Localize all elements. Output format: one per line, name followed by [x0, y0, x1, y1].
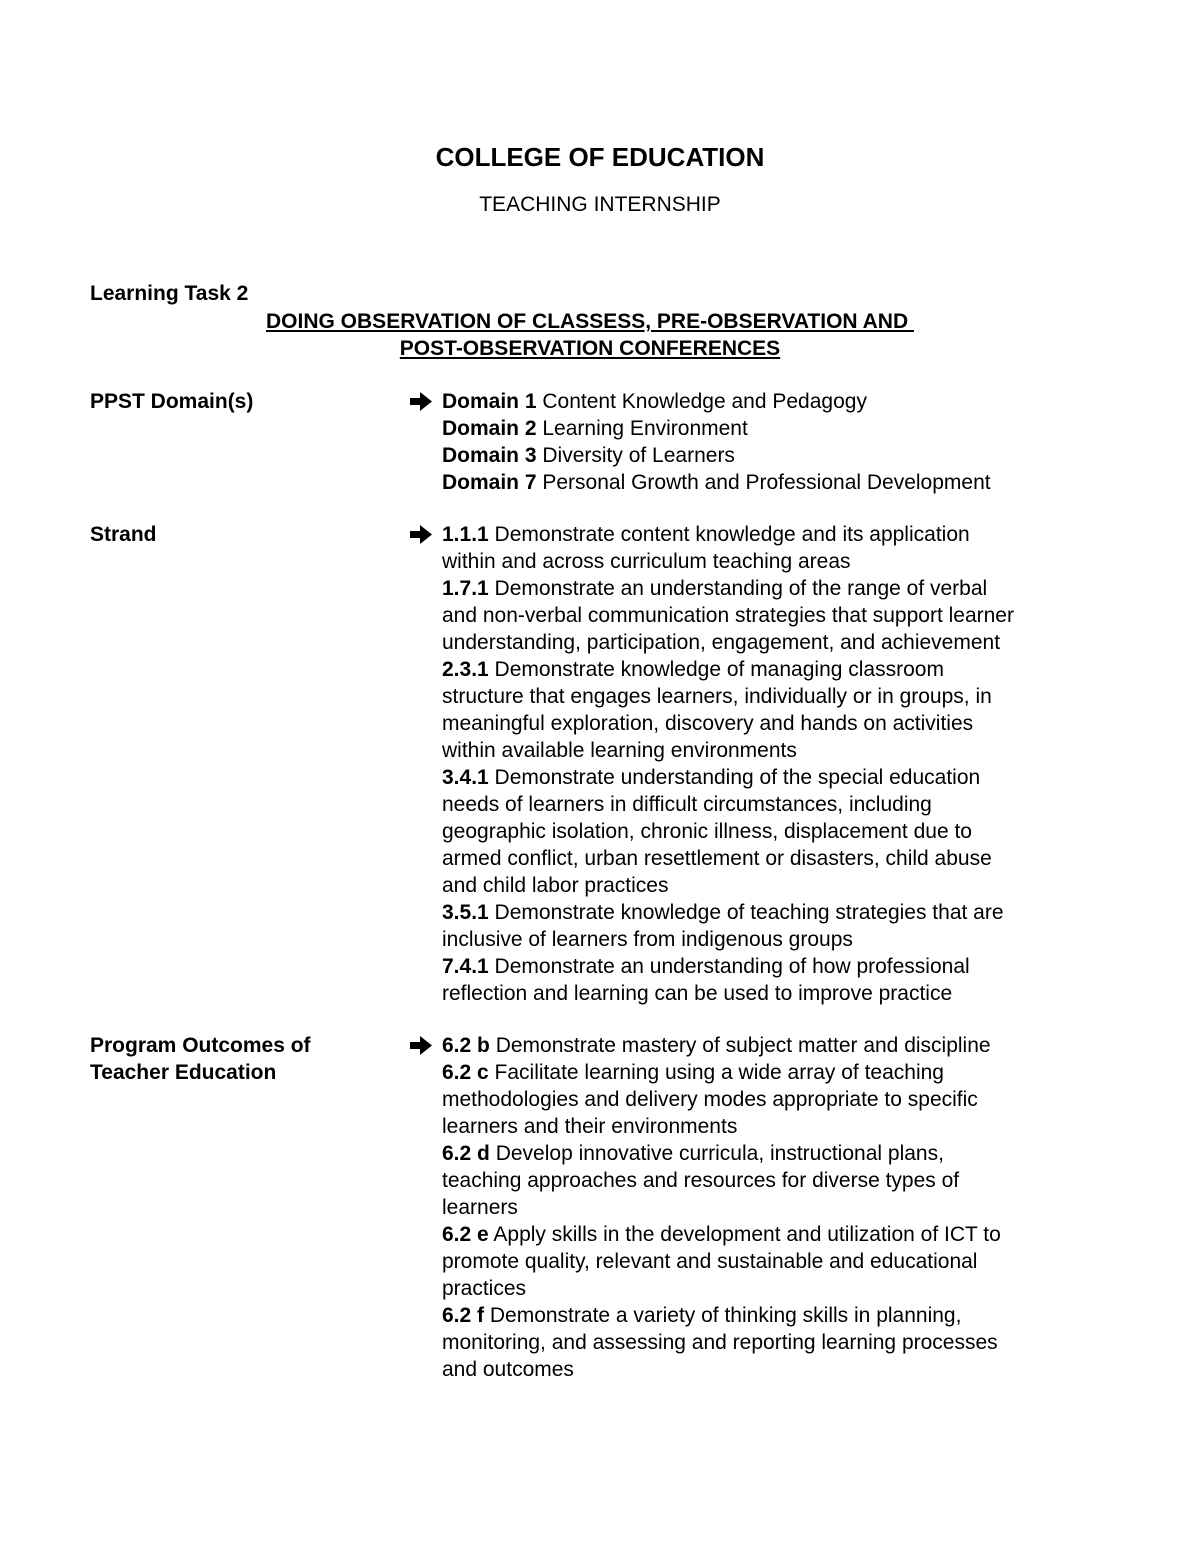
item-code: Domain 2 — [442, 417, 537, 440]
list-item-line: methodologies and delivery modes appropriate to specific — [442, 1088, 978, 1111]
list-item-line — [442, 469, 1102, 496]
item-code: 3.5.1 — [442, 901, 489, 924]
list-item-line — [442, 521, 1102, 548]
program-outcomes-label-line-2: Teacher Education — [90, 1061, 277, 1084]
program-outcomes-label-line-1: Program Outcomes of — [90, 1034, 311, 1057]
list-item-line: and outcomes — [442, 1358, 574, 1381]
list-item-line: promote quality, relevant and sustainable and educational — [442, 1250, 978, 1273]
item-text: Demonstrate an understanding of how professional — [488, 955, 970, 978]
item-code: 1.7.1 — [442, 577, 489, 600]
item-text: Develop innovative curricula, instructional plans, — [489, 1142, 944, 1165]
item-text: Diversity of Learners — [536, 444, 735, 467]
list-item-line: needs of learners in difficult circumstances, including — [442, 793, 932, 816]
list-item — [442, 415, 1102, 442]
item-text: Demonstrate content knowledge and its application — [488, 523, 970, 546]
list-item — [442, 656, 1102, 764]
item-text: Demonstrate an understanding of the range of verbal — [488, 577, 988, 600]
list-item — [442, 521, 1102, 575]
strand-list — [442, 521, 1102, 1007]
list-item-line: reflection and learning can be used to improve practice — [442, 982, 953, 1005]
item-code: 6.2 f — [442, 1304, 485, 1327]
list-item — [442, 1221, 1102, 1302]
strand-label: Strand — [90, 523, 157, 546]
list-item — [442, 764, 1102, 899]
list-item-line: understanding, participation, engagement, and achievement — [442, 631, 1001, 654]
list-item-line: practices — [442, 1277, 527, 1300]
item-code: 6.2 e — [442, 1223, 489, 1246]
list-item-line — [442, 953, 1102, 980]
list-item-line: armed conflict, urban resettlement or disasters, child abuse — [442, 847, 992, 870]
college-title: COLLEGE OF EDUCATION — [435, 142, 765, 172]
list-item — [442, 953, 1102, 1007]
list-item — [442, 1302, 1102, 1383]
list-item — [442, 442, 1102, 469]
list-item-line: within and across curriculum teaching areas — [442, 550, 851, 573]
list-item-line: and child labor practices — [442, 874, 669, 897]
list-item-line — [442, 899, 1102, 926]
item-text: Demonstrate mastery of subject matter and discipline — [489, 1034, 991, 1057]
list-item-line: teaching approaches and resources for diverse types of — [442, 1169, 960, 1192]
list-item-line — [442, 575, 1102, 602]
right-arrow-icon — [408, 521, 434, 548]
list-item-line: inclusive of learners from indigenous groups — [442, 928, 853, 951]
item-text: Demonstrate knowledge of teaching strategies that are — [488, 901, 1004, 924]
ppst-domains-label: PPST Domain(s) — [90, 390, 254, 413]
list-item — [442, 575, 1102, 656]
program-outcomes-label — [90, 1032, 390, 1086]
item-text: Demonstrate understanding of the special education — [488, 766, 981, 789]
list-item — [442, 1032, 1102, 1059]
task-title-line-1: DOING OBSERVATION OF CLASSESS, PRE-OBSERVATION AND — [266, 310, 914, 333]
item-text: Content Knowledge and Pedagogy — [536, 390, 867, 413]
item-code: Domain 3 — [442, 444, 537, 467]
list-item-line — [442, 1059, 1102, 1086]
item-text: Demonstrate a variety of thinking skills in planning, — [484, 1304, 962, 1327]
list-item-line — [442, 388, 1102, 415]
list-item-line — [442, 1302, 1102, 1329]
list-item-line: learners — [442, 1196, 518, 1219]
item-code: 7.4.1 — [442, 955, 489, 978]
list-item-line: within available learning environments — [442, 739, 797, 762]
list-item-line — [442, 1140, 1102, 1167]
item-code: 3.4.1 — [442, 766, 489, 789]
item-code: 1.1.1 — [442, 523, 489, 546]
task-title-line-2: POST-OBSERVATION CONFERENCES — [399, 337, 781, 360]
list-item — [442, 388, 1102, 415]
strand-section — [90, 521, 1100, 1011]
task-title — [0, 308, 1180, 362]
task-label: Learning Task 2 — [90, 282, 249, 305]
list-item-line: and non-verbal communication strategies that support learner — [442, 604, 1014, 627]
item-code: Domain 7 — [442, 471, 537, 494]
list-item — [442, 1059, 1102, 1140]
item-code: Domain 1 — [442, 390, 537, 413]
list-item-line: monitoring, and assessing and reporting learning processes — [442, 1331, 998, 1354]
list-item — [442, 899, 1102, 953]
right-arrow-icon — [408, 1032, 434, 1059]
program-outcomes-section — [90, 1032, 1100, 1392]
list-item-line — [442, 656, 1102, 683]
list-item-line — [442, 764, 1102, 791]
ppst-domains-list — [442, 388, 1102, 496]
item-text: Apply skills in the development and utilization of ICT to — [488, 1223, 1001, 1246]
item-code: 6.2 c — [442, 1061, 489, 1084]
list-item-line — [442, 415, 1102, 442]
ppst-domains-section — [90, 388, 1100, 498]
item-code: 6.2 d — [442, 1142, 490, 1165]
list-item-line — [442, 442, 1102, 469]
list-item — [442, 469, 1102, 496]
list-item-line: geographic isolation, chronic illness, displacement due to — [442, 820, 972, 843]
item-text: Facilitate learning using a wide array of teaching — [488, 1061, 944, 1084]
list-item-line: meaningful exploration, discovery and hands on activities — [442, 712, 974, 735]
item-code: 6.2 b — [442, 1034, 490, 1057]
list-item-line: structure that engages learners, individually or in groups, in — [442, 685, 992, 708]
item-text: Demonstrate knowledge of managing classroom — [488, 658, 944, 681]
list-item-line: learners and their environments — [442, 1115, 738, 1138]
list-item-line — [442, 1032, 1102, 1059]
list-item-line — [442, 1221, 1102, 1248]
program-outcomes-list — [442, 1032, 1102, 1383]
item-text: Learning Environment — [536, 417, 748, 440]
program-subtitle: TEACHING INTERNSHIP — [479, 193, 721, 216]
right-arrow-icon — [408, 388, 434, 415]
item-code: 2.3.1 — [442, 658, 489, 681]
item-text: Personal Growth and Professional Development — [536, 471, 991, 494]
list-item — [442, 1140, 1102, 1221]
